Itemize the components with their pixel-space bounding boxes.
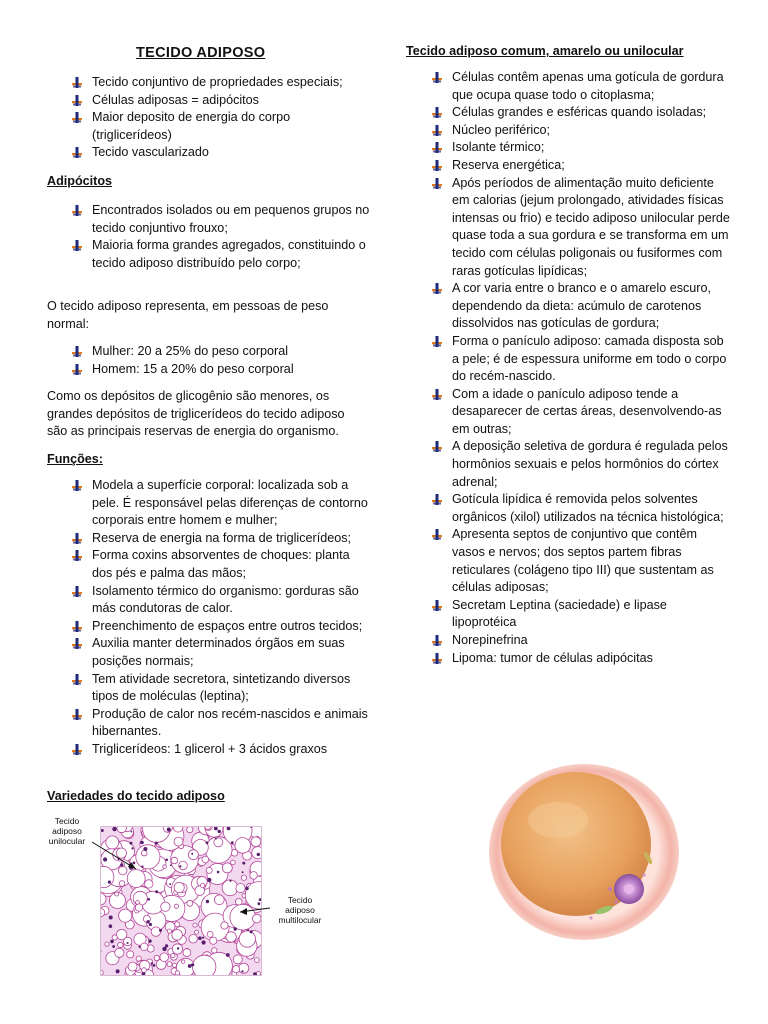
nucleus-dot (138, 946, 140, 948)
adipocitos-item-text: Maioria forma grandes agregados, constituindo o tecido adiposo distribuído pelo corpo; (92, 238, 366, 270)
right-item-text: Forma o panículo adiposo: camada disposta sob a pele; é de espessura uniforme em todo o corpo do recém-nascido. (452, 333, 727, 384)
intro-item (70, 144, 370, 162)
funcoes-item (70, 741, 370, 759)
pushpin-bullet-icon (70, 586, 84, 598)
fat-vacuole (175, 971, 179, 975)
pushpin-bullet-icon (70, 480, 84, 492)
intro-item-text: Células adiposas = adipócitos (92, 92, 259, 107)
fat-vacuole (127, 951, 134, 958)
fat-vacuole (172, 930, 183, 941)
funcoes-item-text: Produção de calor nos recém-nascidos e animais hibernantes. (92, 706, 368, 739)
right-item-text: Núcleo periférico; (452, 122, 550, 137)
adipocitos-item (70, 237, 370, 272)
peso-item-text: Homem: 15 a 20% do peso corporal (92, 361, 294, 376)
right-item (430, 386, 730, 439)
fat-vacuole (128, 962, 137, 971)
funcoes-heading: Funções: (47, 452, 103, 466)
adipocitos-item-text: Encontrados isolados ou em pequenos grupos no tecido conjuntivo frouxo; (92, 203, 370, 235)
label-arrows (70, 820, 270, 930)
pushpin-bullet-icon (70, 205, 84, 217)
peso-paragraph: O tecido adiposo representa, em pessoas de peso normal: (47, 299, 329, 331)
right-item-text: Células grandes e esféricas quando isoladas; (452, 105, 707, 120)
nucleus-dot (116, 969, 120, 973)
right-item-text: Reserva energética; (452, 157, 565, 172)
right-item (430, 632, 730, 650)
right-item (430, 333, 730, 386)
pushpin-bullet-icon (430, 142, 444, 154)
nucleus-dot (127, 942, 129, 944)
intro-list (70, 74, 370, 162)
right-item (430, 69, 730, 104)
nucleus-dot (110, 940, 114, 944)
fat-cell-illustration (486, 762, 681, 942)
variedades-heading: Variedades do tecido adiposo (47, 789, 225, 803)
glicogenio-paragraph: Como os depósitos de glicogênio são menores, os grandes depósitos de triglicerídeos do tecido adiposo são as principais reservas de energia do organismo. (47, 389, 345, 439)
pushpin-bullet-icon (70, 550, 84, 562)
pushpin-bullet-icon (430, 107, 444, 119)
right-item-text: A cor varia entre o branco e o amarelo escuro, dependendo da dieta: acúmulo de carotenos dissolvidos nas gotículas de gordura; (452, 281, 712, 331)
funcoes-item (70, 671, 370, 706)
funcoes-item (70, 706, 370, 741)
nucleus-dot (151, 962, 153, 964)
right-item (430, 122, 730, 140)
pushpin-bullet-icon (430, 160, 444, 172)
nucleus-dot (153, 964, 156, 967)
adipocitos-list (70, 202, 370, 272)
intro-item (70, 92, 370, 110)
pushpin-bullet-icon (430, 600, 444, 612)
fat-vacuole (172, 963, 176, 967)
label-multilocular: Tecido adiposo multilocular (278, 895, 322, 925)
nucleus-dot (148, 939, 151, 942)
right-item (430, 280, 730, 333)
nucleus-dot (112, 945, 115, 948)
right-item-text: Norepinefrina (452, 633, 528, 647)
pushpin-bullet-icon (70, 744, 84, 756)
right-item-text: Isolante térmico; (452, 140, 545, 155)
fat-vacuole (193, 955, 216, 976)
intro-item-text: Tecido conjuntivo de propriedades especiais; (92, 75, 343, 89)
page-title: TECIDO ADIPOSO (136, 45, 266, 61)
intro-item-text: Maior deposito de energia do corpo (triglicerídeos) (92, 110, 291, 142)
right-item (430, 175, 730, 281)
fat-vacuole (154, 955, 159, 960)
pushpin-bullet-icon (70, 112, 84, 124)
nucleus-dot (188, 964, 192, 968)
nucleus-dot (177, 947, 179, 949)
right-item (430, 438, 730, 491)
funcoes-item (70, 547, 370, 582)
pushpin-bullet-icon (430, 494, 444, 506)
pushpin-bullet-icon (70, 621, 84, 633)
nucleus-dot (162, 947, 166, 951)
pushpin-bullet-icon (430, 283, 444, 295)
fat-vacuole (256, 972, 260, 976)
right-list (430, 69, 730, 667)
fat-vacuole (210, 937, 217, 944)
intro-item-text: Tecido vascularizado (92, 145, 209, 160)
pushpin-bullet-icon (70, 638, 84, 650)
fat-vacuole (124, 937, 132, 945)
fat-vacuole (118, 942, 123, 947)
pushpin-bullet-icon (430, 529, 444, 541)
pushpin-bullet-icon (70, 147, 84, 159)
right-item-text: Apresenta septos de conjuntivo que contêm vasos e nervos; dos septos partem fibras reticulares (colágeno tipo III) que sustentam as células adiposas; (452, 527, 714, 595)
funcoes-item-text: Reserva de energia na forma de triglicerídeos; (92, 530, 352, 545)
pushpin-bullet-icon (430, 635, 444, 647)
fat-vacuole (239, 963, 249, 973)
nucleus-dot (142, 972, 145, 975)
fat-vacuole (181, 960, 185, 964)
fat-vacuole (212, 948, 217, 953)
pushpin-bullet-icon (430, 125, 444, 137)
funcoes-item-text: Modela a superfície corporal: localizada sob a pele. É responsável pelas diferenças de contorno corporais entre homem e mulher; (92, 478, 368, 528)
right-item-text: Após períodos de alimentação muito deficiente em calorias (jejum prolongado, atividades físicas intensas ou frio) e tecido adiposo unilocular perde quase toda a sua gordura e se transforma em um tecido com células poligonais ou fusiformes com raras gotículas lipídicas; (452, 175, 730, 278)
right-item-text: Gotícula lipídica é removida pelos solventes orgânicos (xilol) utilizados na técnica histológica; (452, 492, 724, 524)
pushpin-bullet-icon (430, 72, 444, 84)
intro-item (70, 109, 370, 144)
nucleus-dot (226, 953, 230, 957)
right-item (430, 139, 730, 157)
pushpin-bullet-icon (70, 674, 84, 686)
pushpin-bullet-icon (430, 178, 444, 190)
peso-list (70, 343, 370, 378)
fat-vacuole (226, 932, 236, 942)
fat-vacuole (115, 948, 124, 957)
right-item (430, 650, 730, 668)
funcoes-item-text: Forma coxins absorventes de choques: planta dos pés e palma das mãos; (92, 548, 350, 580)
intro-item (70, 74, 370, 92)
nucleus-dot (202, 940, 206, 944)
funcoes-item (70, 618, 370, 636)
fat-vacuole (112, 935, 117, 940)
right-item-text: Secretam Leptina (saciedade) e lipase lipoprotéica (452, 597, 667, 630)
fat-vacuole (254, 958, 259, 963)
fat-vacuole (233, 966, 240, 973)
fat-vacuole (105, 942, 109, 946)
peso-item-text: Mulher: 20 a 25% do peso corporal (92, 344, 289, 358)
pushpin-bullet-icon (70, 77, 84, 89)
nucleus-dot (198, 936, 202, 940)
pushpin-bullet-icon (70, 533, 84, 545)
pushpin-bullet-icon (70, 346, 84, 358)
fat-vacuole (189, 935, 198, 944)
fat-vacuole (239, 931, 255, 947)
funcoes-item (70, 530, 370, 548)
right-item (430, 104, 730, 122)
peso-item (70, 343, 370, 361)
funcoes-item-text: Triglicerídeos: 1 glicerol + 3 ácidos graxos (92, 741, 328, 756)
fat-vacuole (195, 930, 199, 934)
peso-item (70, 361, 370, 379)
fat-vacuole (142, 968, 147, 973)
right-item-text: Lipoma: tumor de células adipócitas (452, 650, 653, 665)
label-unilocular: Tecido adiposo unilocular (48, 816, 86, 846)
fat-vacuole (167, 962, 172, 967)
right-item-text: A deposição seletiva de gordura é regulada pelos hormônios sexuais e pelos hormônios do córtex adrenal; (452, 439, 728, 489)
right-item (430, 597, 730, 632)
funcoes-item-text: Auxilia manter determinados órgãos em suas posições normais; (92, 636, 345, 668)
nucleus-dot (250, 930, 253, 933)
right-item-text: Com a idade o panículo adiposo tende a desaparecer de certas áreas, desenvolvendo-as em outras; (452, 386, 722, 436)
pushpin-bullet-icon (430, 653, 444, 665)
pushpin-bullet-icon (430, 336, 444, 348)
funcoes-item (70, 583, 370, 618)
pushpin-bullet-icon (70, 364, 84, 376)
pushpin-bullet-icon (70, 95, 84, 107)
funcoes-item (70, 477, 370, 530)
adipocitos-heading: Adipócitos (47, 174, 113, 188)
fat-vacuole (140, 943, 148, 951)
funcoes-item-text: Tem atividade secretora, sintetizando diversos tipos de moléculas (leptina); (92, 671, 351, 704)
adipocitos-item (70, 202, 370, 237)
funcoes-item-text: Preenchimento de espaços entre outros tecidos; (92, 618, 363, 633)
right-item (430, 157, 730, 175)
pushpin-bullet-icon (70, 240, 84, 252)
pushpin-bullet-icon (430, 389, 444, 401)
funcoes-item-text: Isolamento térmico do organismo: gorduras são más condutoras de calor. (92, 583, 359, 616)
fat-vacuole (183, 949, 191, 957)
fat-vacuole (160, 953, 169, 962)
fat-vacuole (207, 931, 213, 937)
right-item (430, 526, 730, 596)
funcoes-list (70, 477, 370, 759)
pushpin-bullet-icon (430, 441, 444, 453)
fat-vacuole (171, 954, 175, 958)
right-item-text: Células contêm apenas uma gotícula de gordura que ocupa quase todo o citoplasma; (452, 70, 724, 102)
fat-vacuole (233, 955, 242, 964)
pushpin-bullet-icon (70, 709, 84, 721)
right-item (430, 491, 730, 526)
right-column-heading: Tecido adiposo comum, amarelo ou unilocular (406, 44, 684, 58)
fat-cell-image (486, 762, 681, 942)
nucleus-dot (241, 970, 243, 972)
funcoes-item (70, 635, 370, 670)
nucleus-dot (202, 937, 204, 939)
